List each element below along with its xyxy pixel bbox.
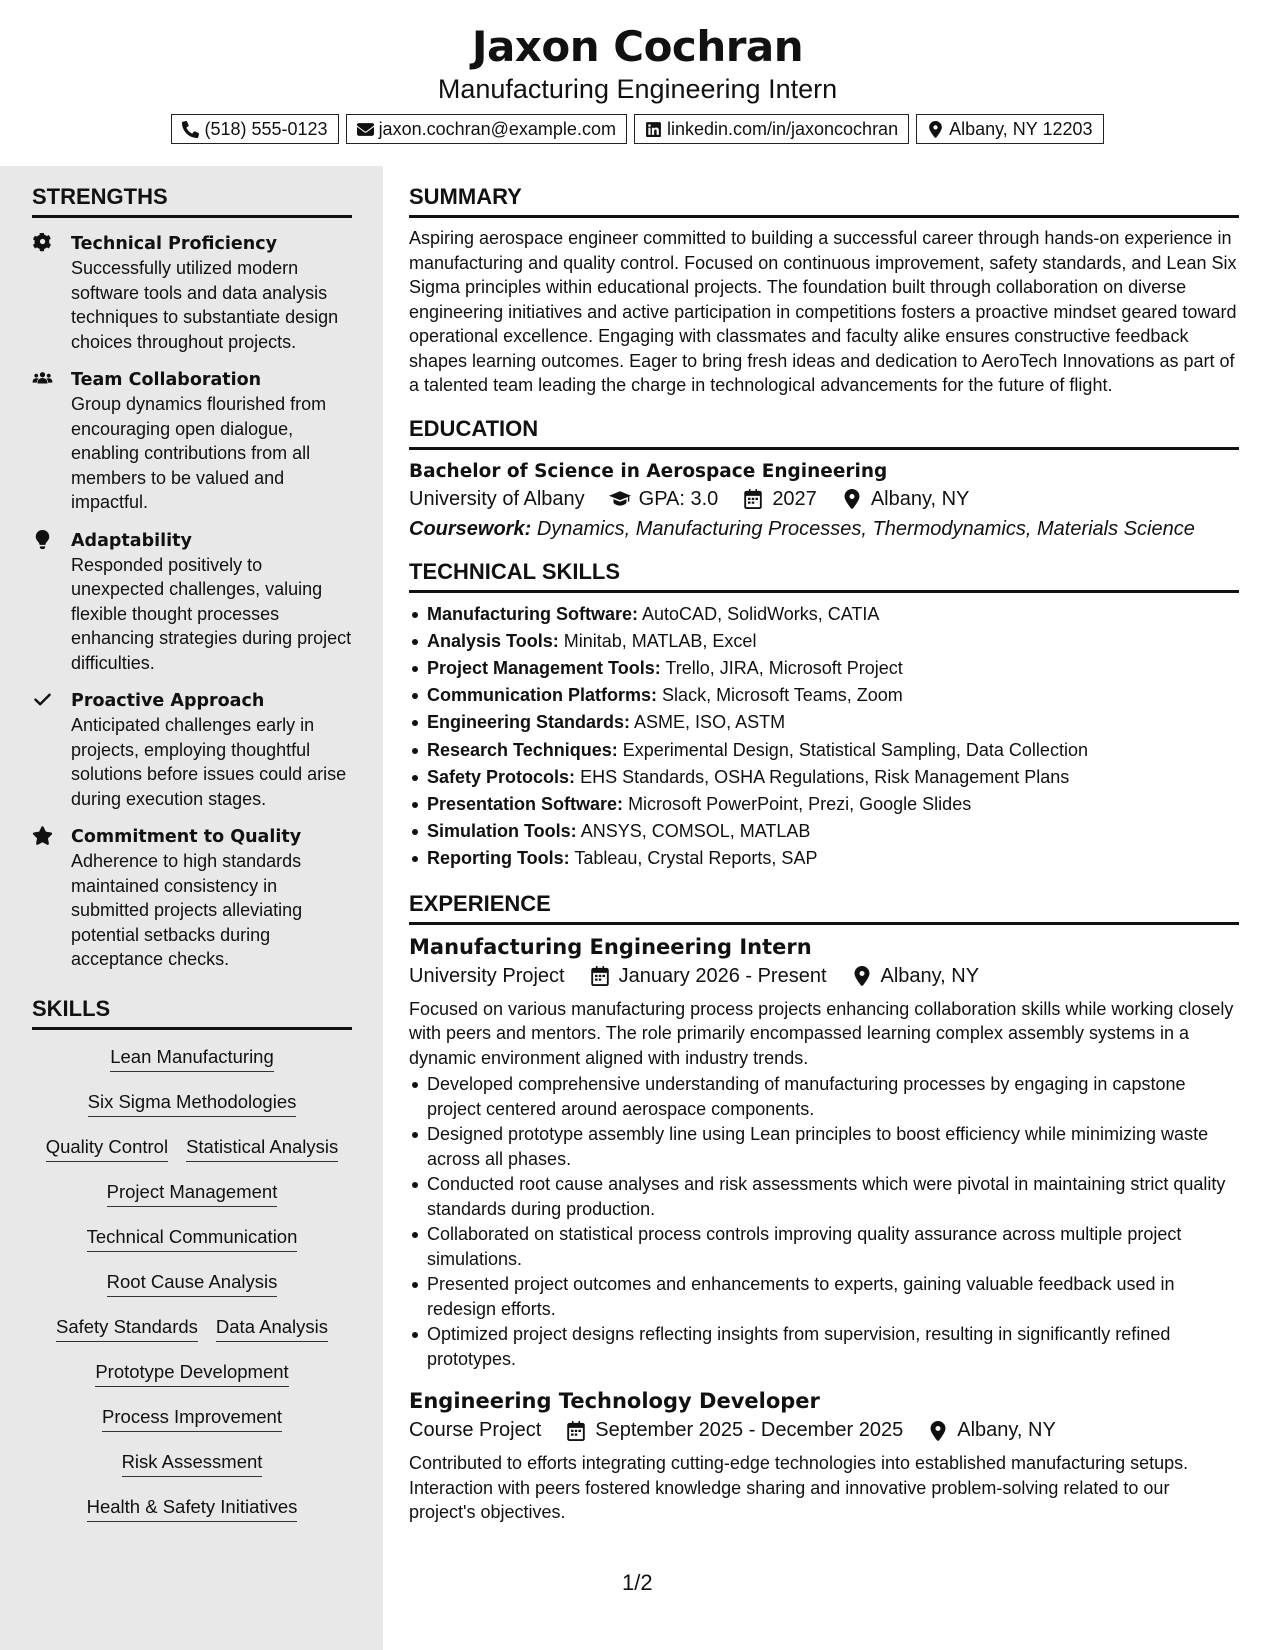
technical-skill-item <box>427 845 1239 872</box>
technical-skill-item <box>427 818 1239 845</box>
education-coursework <box>409 518 1239 541</box>
candidate-title: Manufacturing Engineering Intern <box>437 74 838 104</box>
strength-item <box>32 232 352 354</box>
technical-skill-item <box>427 601 1239 628</box>
map-pin-icon <box>927 121 944 138</box>
strength-title: Technical Proficiency <box>71 234 277 254</box>
sidebar <box>0 166 383 1650</box>
skill-tag: Technical Communication <box>87 1226 298 1252</box>
skill-tag: Prototype Development <box>95 1361 288 1387</box>
main-column <box>409 166 1239 1525</box>
contact-email[interactable] <box>346 114 627 144</box>
technical-skills-list <box>409 601 1239 873</box>
job-title: Engineering Technology Developer <box>409 1389 820 1414</box>
skills-list <box>32 1040 352 1535</box>
tech-skill-value: AutoCAD, SolidWorks, CATIA <box>642 603 880 624</box>
resume-header <box>0 0 1275 166</box>
tech-skill-value: Experimental Design, Statistical Sampling, Data Collection <box>622 739 1088 760</box>
summary-text: Aspiring aerospace engineer committed to building a successful career through hands-on experience in manufacturing and quality control. Focused on continuous improvement, safety standards, and Lean Six Sigma principles within educational projects. The foundation built through collaboration on diverse engineering initiatives and active participation in competitions fosters a proactive mindset geared toward operational excellence. Engaging with classmates and faculty alike ensures constructive feedback shapes learning outcomes. Eager to bring fresh ideas and dedication to AeroTech Innovations as part of a talented team leading the charge in technological advancements for the future of flight. <box>409 228 1237 395</box>
contact-location[interactable] <box>916 114 1103 144</box>
users-icon <box>32 369 54 389</box>
phone-icon <box>182 121 199 138</box>
skill-tag: Safety Standards <box>56 1316 198 1342</box>
lightbulb-icon <box>32 530 54 550</box>
tech-skill-value: Trello, JIRA, Microsoft Project <box>665 657 903 678</box>
strength-title: Proactive Approach <box>71 691 265 711</box>
job-org: University Project <box>409 964 565 987</box>
strength-title: Adaptability <box>71 530 192 551</box>
skill-tag: Root Cause Analysis <box>107 1271 278 1297</box>
tech-skill-value: Tableau, Crystal Reports, SAP <box>574 848 818 869</box>
skill-tag: Quality Control <box>46 1136 168 1162</box>
job-bullet: Collaborated on statistical process controls improving quality assurance across multiple project simulations. <box>427 1222 1239 1271</box>
envelope-icon <box>357 121 374 138</box>
strength-item <box>32 825 352 972</box>
skill-tag: Statistical Analysis <box>186 1136 338 1162</box>
technical-skill-item <box>427 791 1239 818</box>
job-meta <box>409 1419 1239 1442</box>
strengths-heading: STRENGTHS <box>32 184 352 218</box>
calendar-icon <box>589 966 611 986</box>
job-bullet: Presented project outcomes and enhancements to experts, gaining valuable feedback used in redesign efforts. <box>427 1272 1239 1321</box>
tech-skill-label: Research Techniques: <box>427 739 618 760</box>
graduation-cap-icon <box>609 489 631 509</box>
job-description: Contributed to efforts integrating cutting-edge technologies into established manufacturing setups. Interaction with peers fostered knowledge sharing and innovative problem-solving related to our project's objectives. <box>409 1453 1189 1523</box>
education-meta <box>409 488 1239 511</box>
contact-phone-text: (518) 555-0123 <box>204 118 328 139</box>
map-pin-icon <box>927 1421 949 1441</box>
strength-desc: Group dynamics flourished from encouraging open dialogue, enabling contributions from all members to be valued and impactful. <box>71 394 327 512</box>
skill-tag: Six Sigma Methodologies <box>88 1091 297 1117</box>
job-dates: September 2025 - December 2025 <box>595 1419 904 1442</box>
skill-tag: Project Management <box>107 1181 278 1207</box>
calendar-icon <box>742 489 764 509</box>
job-bullet: Optimized project designs reflecting insights from supervision, resulting in significantly refined prototypes. <box>427 1322 1239 1371</box>
job-location: Albany, NY <box>957 1419 1056 1442</box>
skill-tag: Lean Manufacturing <box>110 1046 274 1072</box>
job-description: Focused on various manufacturing process projects enhancing collaboration skills while working closely with peers and mentors. The role primarily encompassed learning complex assembly systems in a dynamic environment aligned with industry trends. <box>409 998 1234 1068</box>
tech-skill-value: ASME, ISO, ASTM <box>634 712 786 733</box>
job-dates: January 2026 - Present <box>618 964 827 987</box>
tech-skill-label: Safety Protocols: <box>427 766 576 787</box>
education-gpa: GPA: 3.0 <box>638 487 719 510</box>
strength-item <box>32 529 352 676</box>
tech-skill-value: EHS Standards, OSHA Regulations, Risk Management Plans <box>580 766 1070 787</box>
education-degree: Bachelor of Science in Aerospace Engineering <box>409 460 888 482</box>
technical-skill-item <box>427 709 1239 736</box>
tech-skill-value: Minitab, MATLAB, Excel <box>563 630 757 651</box>
job-location: Albany, NY <box>880 964 980 987</box>
coursework-label: Coursework: <box>409 517 532 540</box>
experience-heading: EXPERIENCE <box>409 891 1239 925</box>
tech-skill-label: Simulation Tools: <box>427 821 577 842</box>
technical-skills-heading: TECHNICAL SKILLS <box>409 559 1239 593</box>
strength-desc: Adherence to high standards maintained consistency in submitted projects alleviating potential setbacks during acceptance checks. <box>71 851 303 969</box>
education-heading: EDUCATION <box>409 416 1239 450</box>
tech-skill-label: Communication Platforms: <box>427 685 658 706</box>
tech-skill-label: Presentation Software: <box>427 793 624 814</box>
technical-skill-item <box>427 628 1239 655</box>
map-pin-icon <box>851 966 873 986</box>
skills-heading: SKILLS <box>32 996 352 1030</box>
summary-heading: SUMMARY <box>409 184 1239 218</box>
technical-skill-item <box>427 682 1239 709</box>
job-bullet: Conducted root cause analyses and risk assessments which were pivotal in maintaining strict quality standards during production. <box>427 1172 1239 1221</box>
tech-skill-label: Manufacturing Software: <box>427 603 639 624</box>
job-title: Manufacturing Engineering Intern <box>409 934 812 959</box>
tech-skill-label: Reporting Tools: <box>427 848 570 869</box>
tech-skill-label: Analysis Tools: <box>427 630 559 651</box>
education-year: 2027 <box>772 487 817 510</box>
strength-title: Commitment to Quality <box>71 827 302 847</box>
skill-tag: Risk Assessment <box>122 1451 263 1477</box>
strength-item <box>32 368 352 515</box>
contact-location-text: Albany, NY 12203 <box>949 118 1093 139</box>
contact-linkedin-text: linkedin.com/in/jaxoncochran <box>666 118 899 139</box>
technical-skill-item <box>427 764 1239 791</box>
job-bullet: Designed prototype assembly line using Lean principles to boost efficiency while minimizing waste across all phases. <box>427 1122 1239 1171</box>
calendar-icon <box>565 1421 587 1441</box>
check-icon <box>32 690 54 710</box>
gear-icon <box>32 233 54 253</box>
skill-tag: Process Improvement <box>102 1406 282 1432</box>
strength-desc: Anticipated challenges early in projects, employing thoughtful solutions before issues could arise during execution stages. <box>71 715 347 809</box>
skill-tag: Health & Safety Initiatives <box>87 1496 298 1522</box>
contact-bar <box>0 114 1275 144</box>
tech-skill-label: Engineering Standards: <box>427 712 631 733</box>
tech-skill-label: Project Management Tools: <box>427 657 661 678</box>
job-meta <box>409 965 1239 988</box>
technical-skill-item <box>427 655 1239 682</box>
job-bullets <box>409 1072 1239 1371</box>
strength-desc: Responded positively to unexpected challenges, valuing flexible thought processes enhancing strategies during project difficulties. <box>71 554 352 673</box>
education-school: University of Albany <box>409 487 585 510</box>
page-number: 1/2 <box>622 1570 653 1595</box>
education-location: Albany, NY <box>870 487 970 510</box>
tech-skill-value: ANSYS, COMSOL, MATLAB <box>580 821 811 842</box>
coursework-value: Dynamics, Manufacturing Processes, Thermodynamics, Materials Science <box>536 517 1195 540</box>
contact-phone[interactable] <box>171 114 338 144</box>
technical-skill-item <box>427 737 1239 764</box>
linkedin-icon <box>645 121 662 138</box>
job-bullet: Developed comprehensive understanding of manufacturing processes by engaging in capstone project centered around aerospace components. <box>427 1072 1239 1121</box>
strength-desc: Successfully utilized modern software tools and data analysis techniques to substantiate design choices throughout projects. <box>71 258 339 352</box>
tech-skill-value: Microsoft PowerPoint, Prezi, Google Slides <box>628 793 972 814</box>
contact-email-text: jaxon.cochran@example.com <box>378 118 616 139</box>
candidate-name: Jaxon Cochran <box>471 22 804 71</box>
map-pin-icon <box>841 489 863 509</box>
contact-linkedin[interactable] <box>634 114 909 144</box>
skill-tag: Data Analysis <box>216 1316 328 1342</box>
tech-skill-value: Slack, Microsoft Teams, Zoom <box>662 685 903 706</box>
star-icon <box>32 826 54 846</box>
strength-title: Team Collaboration <box>71 370 262 390</box>
strength-item <box>32 689 352 811</box>
job-org: Course Project <box>409 1419 542 1442</box>
